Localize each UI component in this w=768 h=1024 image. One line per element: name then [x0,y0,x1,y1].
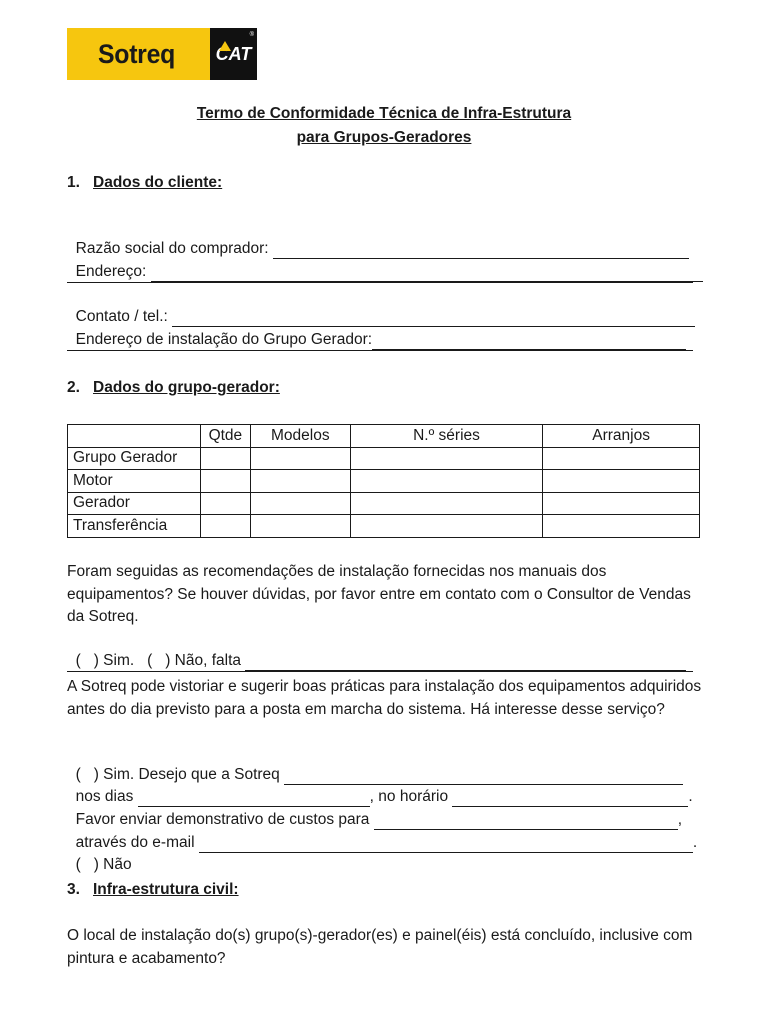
table-cell[interactable] [200,492,250,515]
table-cell[interactable] [200,470,250,493]
instalacao-row [67,310,686,348]
table-cell[interactable] [350,515,543,538]
table-header-cell: Modelos [250,425,350,448]
section-1-heading [67,174,222,192]
punctuation: , [677,811,683,828]
dias-label: nos dias [75,788,138,805]
table-cell[interactable] [543,447,700,470]
table-cell[interactable] [200,447,250,470]
email-field[interactable] [199,836,693,853]
table-row [68,492,700,515]
demonstrativo-label: Favor enviar demonstrativo de custos para [75,811,374,828]
sim-checkbox[interactable]: ( ) Sim. Desejo que a Sotreq [75,766,285,783]
horario-label: , no horário [369,788,453,805]
email-row [67,813,698,851]
nao-row [67,835,132,873]
document-title-line2: para Grupos-Geradores [296,129,472,146]
table-cell[interactable] [350,470,543,493]
razao-social-label: Razão social do comprador: [75,240,273,257]
endereco-field-line2[interactable] [67,282,693,283]
section-label: Infra-estrutura civil: [93,881,239,898]
table-cell[interactable] [250,515,350,538]
table-cell[interactable] [543,515,700,538]
section-label: Dados do grupo-gerador: [93,379,280,396]
section-number: 3. [67,881,80,898]
row-label-cell: Gerador [68,492,201,515]
question-2-text: A Sotreq pode vistoriar e sugerir boas práticas para instalação dos equipamentos adquiridos antes do dia previsto para a posta em marcha do sistema. Há interesse desse serviço? [67,678,702,718]
contato-label: Contato / tel.: [75,308,173,325]
punctuation: . [688,788,693,805]
section-3-heading [67,881,239,899]
document-title-line1: Termo de Conformidade Técnica de Infra-Estrutura [196,105,572,122]
cat-triangle-icon [219,41,231,51]
endereco-row [67,242,703,280]
table-header-cell: Arranjos [543,425,700,448]
instalacao-label: Endereço de instalação do Grupo Gerador: [75,331,373,348]
table-header-cell [68,425,201,448]
section-label: Dados do cliente: [93,174,223,191]
table-cell[interactable] [350,492,543,515]
row-label-cell: Transferência [68,515,201,538]
table-row [68,447,700,470]
contato-row [67,287,695,325]
endereco-field[interactable] [151,265,703,282]
cat-logo-text: CAT [215,43,252,64]
sim-checkbox[interactable]: ( ) Sim. [75,652,135,669]
generator-data-table [67,424,700,538]
endereco-label: Endereço: [75,263,151,280]
table-cell[interactable] [250,492,350,515]
instalacao-field-line2[interactable] [67,350,693,351]
falta-field-line2[interactable] [67,671,693,672]
row-label-cell: Grupo Gerador [68,447,201,470]
email-label: através do e-mail [75,834,199,851]
question-1-options [67,631,686,669]
cat-badge [210,28,257,80]
section-number: 2. [67,379,80,396]
instalacao-field[interactable] [372,333,686,350]
nao-checkbox[interactable]: ( ) Não [75,856,132,873]
table-cell[interactable] [250,447,350,470]
question-3-text: O local de instalação do(s) grupo(s)-gerador(es) e painel(éis) está concluído, inclusive com pintura e acabamento? [67,927,693,967]
table-cell[interactable] [250,470,350,493]
logo-brand-text: Sotreq [98,38,176,69]
table-cell[interactable] [543,470,700,493]
table-cell[interactable] [543,492,700,515]
table-header-cell: N.º séries [350,425,543,448]
nao-checkbox[interactable]: ( ) Não, falta [147,652,246,669]
table-cell[interactable] [200,515,250,538]
question-1-text: Foram seguidas as recomendações de instalação fornecidas nos manuais dos equipamentos? Se houver dúvidas, por favor entre em contato com o Consultor de Vendas da Sotreq. [67,563,691,625]
dias-horario-row [67,767,693,805]
demonstrativo-row [67,790,683,828]
row-label-cell: Motor [68,470,201,493]
table-row [68,515,700,538]
sotreq-cat-logo [67,28,257,80]
table-header-row [68,425,700,448]
table-cell[interactable] [350,447,543,470]
sim-sotreq-row [67,745,683,783]
table-header-cell: Qtde [200,425,250,448]
falta-field[interactable] [245,654,686,671]
registered-icon: ® [249,32,254,38]
section-number: 1. [67,174,80,191]
section-2-heading [67,379,280,397]
razao-social-row [67,219,689,257]
table-row [68,470,700,493]
punctuation: . [692,834,698,851]
